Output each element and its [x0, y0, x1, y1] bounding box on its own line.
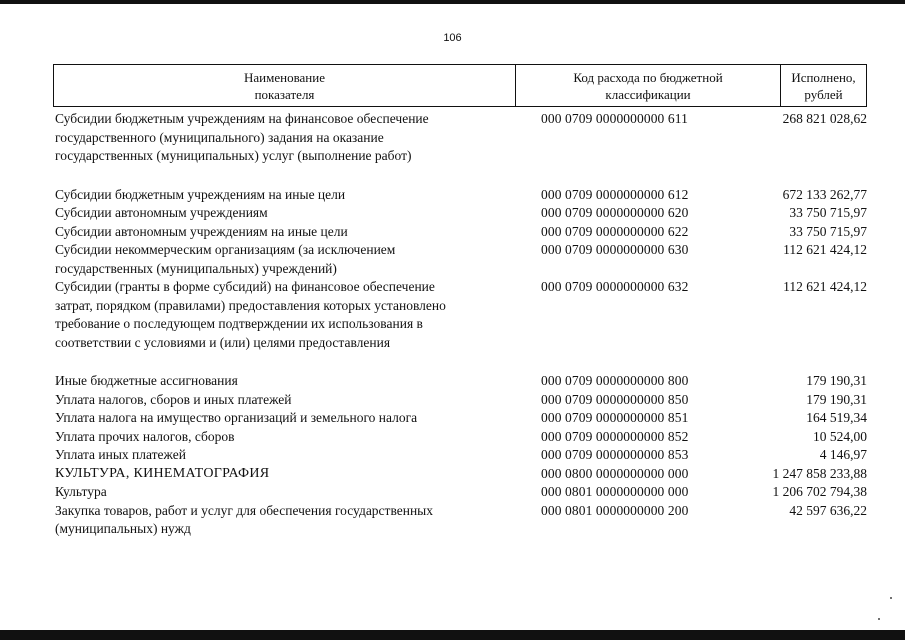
row-code: 000 0709 0000000000 853 — [541, 447, 689, 462]
table-row — [55, 110, 867, 166]
row-code: 000 0709 0000000000 800 — [541, 373, 689, 388]
row-code: 000 0709 0000000000 611 — [541, 111, 688, 126]
table-row — [55, 446, 867, 465]
table-row — [55, 372, 867, 391]
row-code: 000 0709 0000000000 612 — [541, 186, 689, 202]
table-row-section — [55, 465, 867, 484]
row-amount: 672 133 262,77 — [782, 186, 867, 202]
header-code-column: Код расхода по бюджетной классификации — [516, 65, 781, 106]
row-amount: 179 190,31 — [806, 391, 867, 407]
table-row — [55, 391, 867, 410]
row-name: КУЛЬТУРА, КИНЕМАТОГРАФИЯ — [55, 465, 270, 481]
row-name: Субсидии некоммерческим организациям (за исключением государственных (муниципальных) учреждений) — [55, 242, 396, 276]
row-name: Культура — [55, 484, 107, 499]
row-name: Уплата налогов, сборов и иных платежей — [55, 391, 292, 407]
row-name: Иные бюджетные ассигнования — [55, 373, 238, 388]
scan-bottom-edge — [0, 630, 905, 640]
row-name: Субсидии бюджетным учреждениям на финансовое обеспечение государственного (муниципального) задания на оказание государственных (муниципальных) услуг (выполнение работ) — [55, 111, 429, 163]
scan-speck — [878, 618, 880, 620]
table-header — [53, 64, 867, 107]
scan-top-edge — [0, 0, 905, 4]
row-amount: 42 597 636,22 — [789, 502, 867, 518]
row-code: 000 0709 0000000000 851 — [541, 410, 689, 425]
row-amount: 112 621 424,12 — [783, 279, 867, 294]
table-row — [55, 204, 867, 223]
row-name: Субсидии автономным учреждениям — [55, 205, 268, 220]
table-row — [55, 278, 867, 352]
row-amount: 1 247 858 233,88 — [772, 465, 867, 481]
row-code: 000 0709 0000000000 852 — [541, 428, 689, 444]
row-amount: 33 750 715,97 — [789, 205, 867, 220]
row-amount: 1 206 702 794,38 — [772, 484, 867, 499]
row-amount: 179 190,31 — [806, 373, 867, 388]
table-row — [55, 186, 867, 205]
table-body — [55, 110, 867, 539]
row-name: Субсидии (гранты в форме субсидий) на финансовое обеспечение затрат, порядком (правилами) предоставления которых установлено требование о последующем подтверждении их использования в соответствии с условиями и (или) целями предоставления — [55, 279, 446, 350]
header-name-column: Наименование показателя — [54, 65, 516, 106]
scan-speck — [890, 597, 892, 599]
table-row — [55, 409, 867, 428]
row-amount: 164 519,34 — [806, 410, 867, 425]
row-name: Уплата иных платежей — [55, 447, 186, 462]
row-amount: 268 821 028,62 — [782, 111, 867, 126]
row-name: Закупка товаров, работ и услуг для обеспечения государственных (муниципальных) нужд — [55, 502, 434, 536]
row-code: 000 0801 0000000000 000 — [541, 484, 689, 499]
row-name: Субсидии бюджетным учреждениям на иные цели — [55, 186, 346, 202]
row-code: 000 0800 0000000000 000 — [541, 465, 689, 481]
row-code: 000 0709 0000000000 620 — [541, 205, 689, 220]
table-row — [55, 223, 867, 242]
row-code: 000 0709 0000000000 850 — [541, 391, 689, 407]
row-amount: 4 146,97 — [819, 447, 867, 462]
table-row — [55, 428, 867, 447]
row-amount: 10 524,00 — [813, 428, 867, 444]
row-code: 000 0709 0000000000 630 — [541, 242, 689, 257]
row-code: 000 0709 0000000000 622 — [541, 223, 689, 239]
row-amount: 33 750 715,97 — [789, 223, 867, 239]
row-name: Уплата налога на имущество организаций и земельного налога — [55, 410, 418, 425]
row-code: 000 0709 0000000000 632 — [541, 279, 689, 294]
table-row — [55, 483, 867, 502]
row-name: Субсидии автономным учреждениям на иные цели — [55, 223, 348, 239]
row-code: 000 0801 0000000000 200 — [541, 502, 689, 518]
table-row — [55, 502, 867, 539]
page-number: 106 — [443, 32, 462, 44]
row-amount: 112 621 424,12 — [783, 242, 867, 257]
row-name: Уплата прочих налогов, сборов — [55, 428, 235, 444]
table-row — [55, 241, 867, 278]
header-amount-column: Исполнено, рублей — [791, 69, 856, 102]
